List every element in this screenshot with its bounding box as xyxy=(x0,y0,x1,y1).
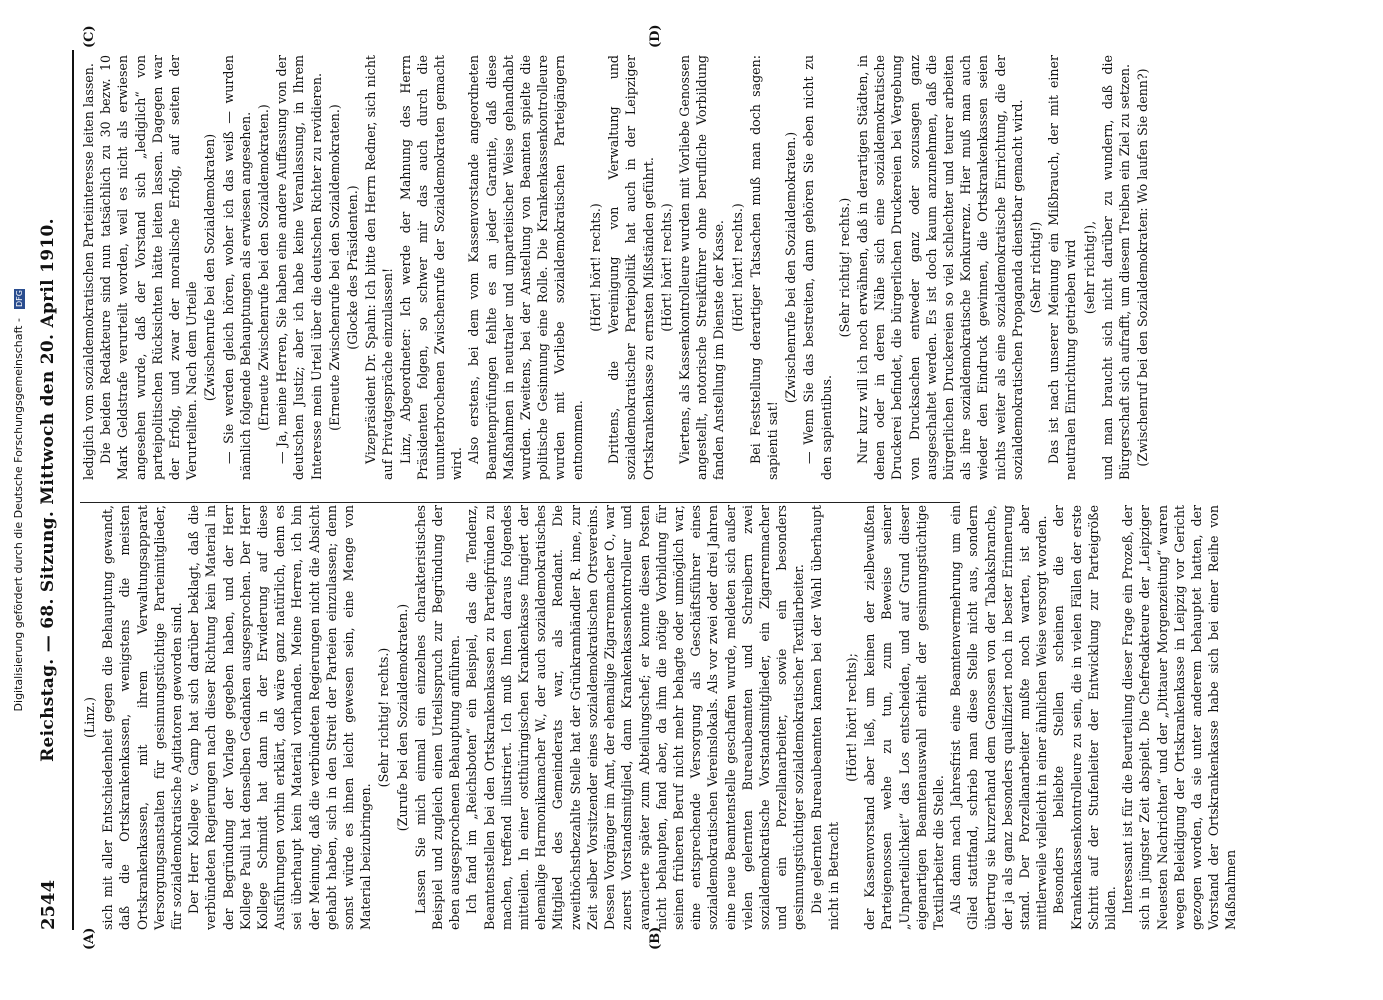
paragraph: Besonders beliebte Stellen scheinen die der Krankenkassenkontrolleure zu sein, die in vielen Fällen der erste Schritt auf der Stufenleiter der Entwicklung zur Parteigröße bilden. xyxy=(1051,505,1118,930)
paragraph: Bei Feststellung derartiger Tatsachen muß man doch sagen: sapienti sat! xyxy=(747,55,780,480)
interjection: (Hört! hört! rechts.) xyxy=(587,203,603,332)
interjection: (Sehr richtig!) xyxy=(1027,221,1043,314)
paragraph: Als dann nach Jahresfrist eine Beamtenvermehrung um ein Glied stattfand, schrieb man diese Stelle nicht aus, sondern übertrug sie kurzerhand dem Genossen von der Tabaksbranche, der ja als ganz besonders qualifiziert noch in bester Erinnerung stand. Der Porzellanarbeiter mußte noch warten, ist aber mittlerweile vielleicht in einer ähnlichen Weise versorgt worden. xyxy=(948,505,1050,930)
paragraph: sich mit aller Entschiedenheit gegen die Behauptung gewandt, daß die Ortskrankenkassen, wenigstens die meisten Ortskrankenkassen, mit ihrem Verwaltungsapparat Versorgungsanstalten für gesinnungstüchtige Parteimitglieder, für sozialdemokratische Agitatoren geworden sind. xyxy=(100,505,185,930)
left-text-column xyxy=(80,505,1240,930)
paragraph: Lassen Sie mich einmal ein einzelnes charakteristisches Beispiel und zugleich einen Urteilsspruch zur Begründung der eben ausgesprochenen Behauptung anführen. xyxy=(412,505,463,930)
paragraph: Drittens, die Vereinigung von Verwaltung und sozialdemokratischer Parteipolitik hat auch in der Leipziger Ortskrankenkasse zu ernsten Mißständen geführt. xyxy=(606,55,656,480)
interjection: (Zwischenrufe bei den Sozialdemokraten.) xyxy=(783,131,799,404)
digitization-footer xyxy=(12,0,25,1000)
interjection: (Glocke des Präsidenten.) xyxy=(345,185,361,350)
paragraph: — Wenn Sie das bestreiten, dann gehören Sie eben nicht zu den sapientibus. xyxy=(801,55,834,480)
paragraph: Also erstens, bei dem vom Kassenvorstande angeordneten Beamtenprüfungen fehlte es an jeder Garantie, daß diese Maßnahmen in neutraler und unparteiischer Weise gehandhabt wurden. Zweitens, bei der Anstellung von Beamten spielte die politische Gesinnung eine Rolle. Die Krankenkassenkontrolleure wurden mit Vorliebe sozialdemokratischen Parteigängern entnommen. xyxy=(466,55,585,480)
interjection: (Zwischenruf bei den Sozialdemokraten: Wo laufen Sie denn?) xyxy=(1135,68,1151,467)
interjection: (Hört! hört! rechts.) xyxy=(729,203,745,332)
paragraph: Die beiden Redakteure sind nun tatsächlich zu 30 bezw. 10 Mark Geldstrafe verurteilt worden, weil es nicht als erwiesen angesehen wurde, daß der Vorstand sich „lediglich“ von parteipolitischen Rücksichten hätte leiten lassen. Dagegen war der Erfolg, und zwar der moralische Erfolg, auf seiten der Verurteilten. Nach dem Urteile xyxy=(98,55,200,480)
interjection: (sehr richtig!), xyxy=(1081,220,1097,315)
margin-marker-b: (B) xyxy=(648,926,663,950)
interjection: (Sehr richtig! rechts.) xyxy=(836,197,852,338)
paragraph: Viertens, als Kassenkontrolleure wurden mit Vorliebe Genossen angestellt, notorische Streikführer ohne berufliche Vorbildung fanden Anstellung im Dienste der Kasse. xyxy=(676,55,727,480)
interjection: (Erneute Zwischenrufe bei den Sozialdemokraten.) xyxy=(256,104,272,431)
paragraph: Ich fand im „Reichsboten“ ein Beispiel, das die Tendenz, Beamtenstellen bei den Ortskrankenkassen zu Parteipfründen zu machen, treffend illustriert. Ich muß Ihnen daraus folgendes mitteilen. In einer ostthüringischen Krankenkasse fungiert der ehemalige Harmonikamacher W., der auch sozialdemokratisches Mitglied des Gemeinderats war, als Rendant. Die zweithöchstbezahlte Stelle hat der Grünkramhändler R. inne, zur Zeit selber Vorsitzender eines sozialdemokratischen Ortsvereins. Dessen Vorgänger im Amt, der ehemalige Zigarrenmacher O., war zuerst Vorstandsmitglied, dann Krankenkassenkontrolleur und avancierte später zum Abteilungschef; er konnte diesen Posten nicht behaupten, fand aber, da ihm die nötige Vorbildung für seinen früheren Beruf nicht mehr behagte oder unmöglich war, eine entsprechende Versorgung als Geschäftsführer eines sozialdemokratischen Vereinslokals. Als vor zwei oder drei Jahren eine neue Beamtenstelle geschaffen wurde, meldeten sich außer vielen gelernten Bureaubeamten und Schreibern zwei sozialdemokratische Vorstandsmitglieder, ein Zigarrenmacher und ein Porzellanarbeiter, sowie ein besonders gesinnungstüchtiger sozialdemokratischer Textilarbeiter. xyxy=(464,505,807,930)
paragraph: Die gelernten Bureaubeamten kamen bei der Wahl überhaupt nicht in Betracht xyxy=(808,505,841,930)
paragraph: Vizepräsident Dr. Spahn: Ich bitte den Herrn Redner, sich nicht auf Privatgespräche einzulassen! xyxy=(363,55,396,480)
interjection: (Hört! hört! rechts.) xyxy=(658,203,674,332)
paragraph: Interessant ist für die Beurteilung dieser Frage ein Prozeß, der sich in jüngster Zeit abspielt. Die Chefredakteure der „Leipziger Neuesten Nachrichten“ und der „Dittauer Morgenzeitung“ waren wegen Beleidigung der Ortskrankenkasse in Leipzig vor Gericht gezogen worden, da sie unter anderem behauptet hatten, der Vorstand der Ortskrankenkasse habe sich bei einer Reihe von Maßnahmen xyxy=(1120,505,1239,930)
interjection: (Hört! hört! rechts); xyxy=(843,653,859,782)
page-number: 2544 xyxy=(38,879,59,930)
interjection: (Sehr richtig! rechts.) xyxy=(376,647,392,788)
paragraph: und man braucht sich nicht darüber zu wundern, daß die Bürgerschaft sich aufrafft, um diesem Treiben ein Ziel zu setzen. xyxy=(1099,55,1132,480)
page-title: Reichstag. — 68. Sitzung. Mittwoch den 20. April 1910. xyxy=(38,218,58,762)
paragraph: lediglich vom sozialdemokratischen Parteiinteresse leiten lassen. xyxy=(81,63,96,480)
interjection: (Zwischenrufe bei den Sozialdemokraten) xyxy=(202,133,218,402)
paragraph: — Ja, meine Herren, Sie haben eine andere Auffassung von der deutschen Justiz; aber ich habe keine Veranlassung, in Ihrem Interesse mein Urteil über die deutschen Richter zu revidieren. xyxy=(274,55,324,480)
column-divider xyxy=(80,502,960,503)
paragraph: Linz, Abgeordneter: Ich werde der Mahnung des Herrn Präsidenten folgen, so schwer mir das auch durch die ununterbrochenen Zwischenrufe der Sozialdemokraten gemacht wird. xyxy=(397,55,465,480)
interjection: (Zurufe bei den Sozialdemokraten.) xyxy=(394,603,410,832)
interjection: (Erneute Zwischenrufe bei den Sozialdemokraten.) xyxy=(326,104,342,431)
paragraph: der Kassenvorstand aber ließ, um keinen der zielbewußten Parteigenossen wehe zu tun, zum Beweise seiner „Unparteilichkeit“ das Los entscheiden, und auf Grund dieser eigenartigen Beamtenauswahl erhielt der gesinnungstüchtige Textilarbeiter die Stelle. xyxy=(862,505,946,930)
footer-text: Digitalisierung gefördert durch die Deutsche Forschungsgemeinschaft - xyxy=(12,318,25,712)
margin-marker-a: (A) xyxy=(82,927,97,950)
interjection: (Linz.) xyxy=(82,697,97,738)
paragraph: Nur kurz will ich noch erwähnen, daß in derartigen Städten, in denen oder in deren Nähe sich eine sozialdemokratische Druckerei befindet, die bürgerlichen Druckereien bei Vergebung von Drucksachen entweder ganz oder sozusagen ganz ausgeschaltet werden. Es ist doch kaum anzunehmen, daß die bürgerlichen Druckereien so viel schlechter und teurer arbeiten als ihre sozialdemokratische Konkurrenz. Hier muß man auch wieder den Eindruck gewinnen, die Ortskrankenkassen seien nichts weiter als eine sozialdemokratische Einrichtung, die der sozialdemokratischen Propaganda dienstbar gemacht wird. xyxy=(854,55,1025,480)
margin-marker-c: (C) xyxy=(82,25,97,48)
dfg-logo: DFG xyxy=(14,290,24,308)
paragraph: Das ist nach unserer Meinung ein Mißbrauch, der mit einer neutralen Einrichtung getrieben wird xyxy=(1046,55,1079,480)
right-text-column xyxy=(80,55,1152,480)
paragraph: Der Herr Kollege v. Gamp hat sich darüber beklagt, daß die verbündeten Regierungen nach dieser Richtung kein Material in der Begründung der Vorlage gegeben haben, und der Herr Kollege Pauli hat denselben Gedanken ausgesprochen. Der Herr Kollege Schmidt hat dann in der Erwiderung auf diese Ausführungen vorhin erklärt, daß wäre ganz natürlich, denn es sei überhaupt kein Material vorhanden. Meine Herren, ich bin der Meinung, daß die verbündeten Regierungen nicht die Absicht gehabt haben, sich in den Streit der Parteien einzulassen; denn sonst würde es ihnen leicht gewesen sein, eine Menge von Material beizubringen. xyxy=(186,505,374,930)
paragraph: — Sie werden gleich hören, woher ich das weiß — wurden nämlich folgende Behauptungen als erwiesen angesehen. xyxy=(220,55,253,480)
margin-marker-d: (D) xyxy=(648,24,663,48)
footer-strip xyxy=(0,0,40,1000)
